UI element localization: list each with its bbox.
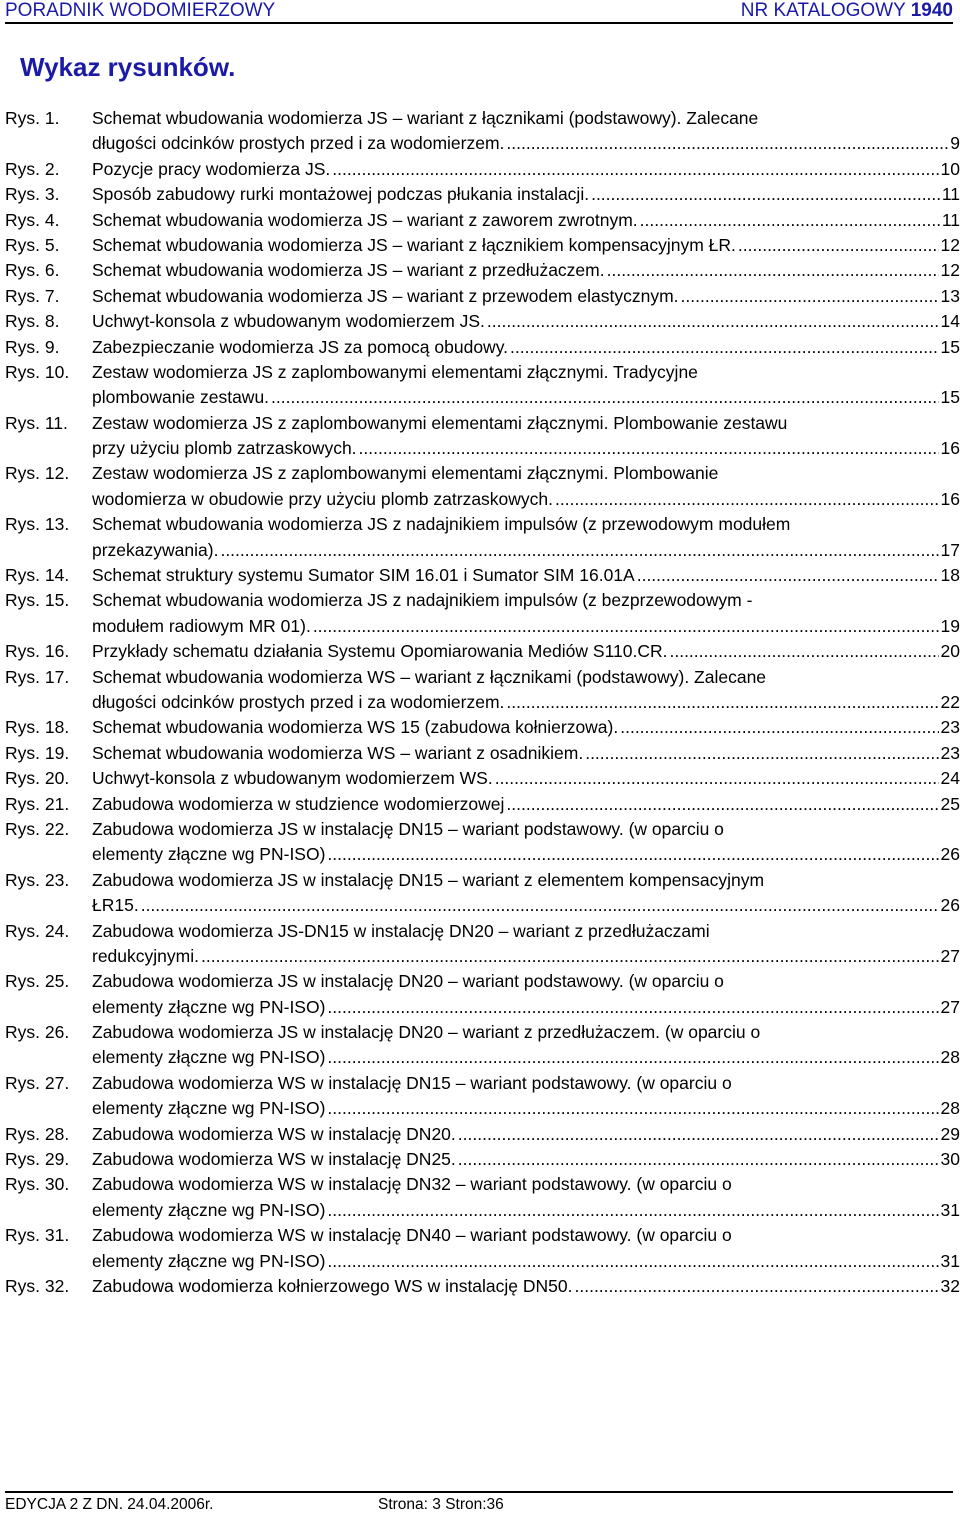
toc-dot-leader (458, 1122, 939, 1147)
toc-entry-label: Rys. 3. (5, 184, 60, 205)
toc-dot-leader (506, 690, 938, 715)
toc-entry[interactable] (5, 461, 960, 512)
toc-entry-text: Zabudowa wodomierza WS w instalację DN20. (92, 1123, 456, 1144)
toc-entry-line (5, 792, 960, 817)
toc-entry-text: Zabudowa wodomierza WS w instalację DN15 – wariant podstawowy. (w oparciu o (92, 1072, 732, 1093)
toc-dot-leader (591, 182, 940, 207)
toc-entry[interactable] (5, 335, 960, 360)
toc-entry-line (5, 893, 960, 918)
toc-dot-leader (359, 436, 939, 461)
toc-entry-label: Rys. 18. (5, 717, 70, 738)
toc-entry-text: wodomierza w obudowie przy użyciu plomb zatrzaskowych. (92, 488, 554, 509)
toc-entry-page: 22 (940, 691, 960, 712)
toc-entry-text: Przykłady schematu działania Systemu Opomiarowania Mediów S110.CR. (92, 641, 668, 662)
toc-entry-line (5, 614, 960, 639)
toc-entry-page: 27 (940, 945, 960, 966)
toc-entry-page: 13 (940, 285, 960, 306)
toc-entry[interactable] (5, 182, 960, 207)
toc-entry-label: Rys. 13. (5, 514, 70, 535)
toc-entry-text: Zabudowa wodomierza JS-DN15 w instalację DN20 – wariant z przedłużaczami (92, 920, 710, 941)
toc-entry-page: 25 (940, 793, 960, 814)
toc-entry-text: Schemat wbudowania wodomierza JS z nadajnikiem impulsów (z przewodowym modułem (92, 514, 791, 535)
toc-entry-line (5, 665, 960, 690)
toc-entry-line (5, 411, 960, 436)
toc-entry-page: 16 (940, 488, 960, 509)
toc-entry-page: 12 (940, 260, 960, 281)
toc-entry-page: 16 (940, 438, 960, 459)
toc-entry-text: elementy złączne wg PN-ISO) (92, 1199, 326, 1220)
toc-entry-line (5, 538, 960, 563)
toc-entry[interactable] (5, 868, 960, 919)
toc-entry-label: Rys. 29. (5, 1149, 70, 1170)
toc-entry-text: Zabudowa wodomierza WS w instalację DN40 – wariant podstawowy. (w oparciu o (92, 1225, 732, 1246)
toc-entry-page: 10 (940, 158, 960, 179)
toc-entry-page: 11 (941, 184, 960, 205)
toc-entry[interactable] (5, 1172, 960, 1223)
toc-dot-leader (458, 1147, 939, 1172)
toc-entry-label: Rys. 4. (5, 209, 60, 230)
toc-dot-leader (220, 538, 938, 563)
toc-entry-line (5, 461, 960, 486)
toc-entry-text: przy użyciu plomb zatrzaskowych. (92, 438, 357, 459)
toc-entry-line (5, 715, 960, 740)
toc-entry-line (5, 385, 960, 410)
toc-entry-line (5, 182, 960, 207)
toc-entry-text: Zabudowa wodomierza JS w instalację DN20 – wariant z przedłużaczem. (w oparciu o (92, 1022, 761, 1043)
toc-entry[interactable] (5, 919, 960, 970)
toc-entry-line (5, 233, 960, 258)
toc-entry[interactable] (5, 411, 960, 462)
toc-dot-leader (271, 385, 938, 410)
footer-page-info: Strona: 3 Stron:36 (378, 1496, 504, 1513)
page-header (5, 0, 953, 24)
toc-entry-line (5, 944, 960, 969)
toc-dot-leader (681, 284, 939, 309)
toc-dot-leader (332, 157, 938, 182)
toc-entry-text: Schemat wbudowania wodomierza JS – wariant z łącznikiem kompensacyjnym ŁR. (92, 234, 736, 255)
toc-dot-leader (327, 1249, 938, 1274)
toc-entry-line (5, 360, 960, 385)
toc-entry-line (5, 309, 960, 334)
toc-entry-line (5, 639, 960, 664)
toc-entry-text: redukcyjnymi. (92, 945, 199, 966)
toc-entry-line (5, 157, 960, 182)
toc-entry-line (5, 995, 960, 1020)
toc-entry-text: plombowanie zestawu. (92, 387, 270, 408)
toc-entry-page: 14 (940, 311, 960, 332)
toc-entry[interactable] (5, 1122, 960, 1147)
toc-dot-leader (555, 487, 939, 512)
toc-entry-line (5, 1172, 960, 1197)
catalog-number: 1940 (910, 0, 953, 21)
toc-entry-line (5, 1096, 960, 1121)
page-title: Wykaz rysunków. (20, 52, 236, 82)
toc-entry[interactable] (5, 1274, 960, 1299)
toc-entry-page: 19 (940, 615, 960, 636)
toc-entry-text: Zabudowa wodomierza kołnierzowego WS w instalację DN50. (92, 1275, 573, 1296)
toc-entry-label: Rys. 9. (5, 336, 60, 357)
toc-entry-line (5, 817, 960, 842)
toc-entry-page: 31 (940, 1250, 960, 1271)
toc-dot-leader (620, 715, 938, 740)
toc-dot-leader (669, 639, 938, 664)
toc-entry-page: 32 (940, 1275, 960, 1296)
toc-entry[interactable] (5, 792, 960, 817)
toc-entry-text: Schemat wbudowania wodomierza WS – wariant z osadnikiem. (92, 742, 584, 763)
toc-entry-label: Rys. 7. (5, 285, 60, 306)
toc-entry-label: Rys. 27. (5, 1072, 70, 1093)
toc-entry-page: 18 (940, 565, 960, 586)
toc-dot-leader (327, 1198, 938, 1223)
toc-entry-line (5, 1071, 960, 1096)
toc-entry-text: Schemat wbudowania wodomierza JS – wariant z przewodem elastycznym. (92, 285, 679, 306)
toc-entry-text: elementy złączne wg PN-ISO) (92, 1250, 326, 1271)
toc-entry-text: przekazywania). (92, 539, 219, 560)
header-left-title: PORADNIK WODOMIERZOWY (5, 0, 276, 21)
toc-entry-line (5, 335, 960, 360)
toc-entry-label: Rys. 24. (5, 920, 70, 941)
toc-entry-line (5, 258, 960, 283)
toc-entry-page: 28 (940, 1098, 960, 1119)
toc-entry-label: Rys. 21. (5, 793, 70, 814)
toc-dot-leader (637, 563, 939, 588)
toc-entry-line (5, 842, 960, 867)
toc-entry-page: 15 (940, 387, 960, 408)
toc-entry-text: Zabudowa wodomierza WS w instalację DN32 – wariant podstawowy. (w oparciu o (92, 1174, 732, 1195)
toc-entry[interactable] (5, 233, 960, 258)
toc-dot-leader (506, 131, 948, 156)
toc-entry-text: Sposób zabudowy rurki montażowej podczas płukania instalacji. (92, 184, 590, 205)
toc-entry-page: 30 (940, 1149, 960, 1170)
toc-entry-line (5, 969, 960, 994)
toc-entry-text: Pozycje pracy wodomierza JS. (92, 158, 331, 179)
toc-entry-line (5, 106, 960, 131)
toc-entry-text: Schemat wbudowania wodomierza WS – wariant z łącznikami (podstawowy). Zalecane (92, 666, 767, 687)
header-catalog-number (741, 0, 953, 22)
toc-entry-text: Zabudowa wodomierza JS w instalację DN15 – wariant z elementem kompensacyjnym (92, 869, 765, 890)
toc-entry-line (5, 741, 960, 766)
toc-entry-line (5, 131, 960, 156)
toc-dot-leader (313, 614, 939, 639)
toc-entry-line (5, 563, 960, 588)
toc-entry-line (5, 284, 960, 309)
toc-entry-line (5, 436, 960, 461)
toc-entry-label: Rys. 30. (5, 1174, 70, 1195)
toc-entry-text: elementy złączne wg PN-ISO) (92, 1047, 326, 1068)
toc-entry-text: Schemat struktury systemu Sumator SIM 16.01 i Sumator SIM 16.01A (92, 565, 635, 586)
toc-entry-line (5, 208, 960, 233)
toc-entry-label: Rys. 8. (5, 311, 60, 332)
toc-dot-leader (487, 309, 939, 334)
toc-entry-text: Zestaw wodomierza JS z zaplombowanymi elementami złącznymi. Plombowanie (92, 463, 719, 484)
toc-entry-line (5, 1274, 960, 1299)
toc-entry-page: 28 (940, 1047, 960, 1068)
toc-entry[interactable] (5, 766, 960, 791)
toc-entry-label: Rys. 11. (5, 412, 68, 433)
toc-entry-text: Schemat wbudowania wodomierza JS – wariant z łącznikami (podstawowy). Zalecane (92, 108, 759, 128)
toc-dot-leader (738, 233, 939, 258)
toc-dot-leader (327, 1045, 938, 1070)
toc-entry-line (5, 1147, 960, 1172)
toc-entry-text: Uchwyt-konsola z wbudowanym wodomierzem JS. (92, 311, 485, 332)
toc-entry-label: Rys. 31. (5, 1225, 70, 1246)
toc-entry[interactable] (5, 1147, 960, 1172)
toc-entry-text: Schemat wbudowania wodomierza JS z nadajnikiem impulsów (z bezprzewodowym - (92, 590, 753, 611)
toc-entry[interactable] (5, 639, 960, 664)
toc-entry-label: Rys. 17. (5, 666, 70, 687)
toc-entry-label: Rys. 19. (5, 742, 70, 763)
toc-entry-line (5, 766, 960, 791)
toc-entry[interactable] (5, 360, 960, 411)
toc-entry[interactable] (5, 284, 960, 309)
toc-entry-line (5, 1020, 960, 1045)
toc-entry[interactable] (5, 157, 960, 182)
toc-entry-label: Rys. 12. (5, 463, 70, 484)
toc-entry[interactable] (5, 665, 960, 716)
toc-entry[interactable] (5, 208, 960, 233)
toc-entry[interactable] (5, 309, 960, 334)
toc-entry-line (5, 1198, 960, 1223)
toc-dot-leader (640, 208, 940, 233)
toc-entry-text: długości odcinków prostych przed i za wodomierzem. (92, 133, 505, 154)
toc-entry-text: Zabudowa wodomierza JS w instalację DN20 – wariant podstawowy. (w oparciu o (92, 971, 724, 992)
toc-entry[interactable] (5, 969, 960, 1020)
toc-entry-label: Rys. 25. (5, 971, 70, 992)
toc-dot-leader (327, 995, 938, 1020)
toc-entry-text: Zestaw wodomierza JS z zaplombowanymi elementami złącznymi. Plombowanie zestawu (92, 412, 788, 433)
toc-dot-leader (506, 792, 938, 817)
toc-dot-leader (607, 258, 939, 283)
toc-entry-line (5, 512, 960, 537)
toc-dot-leader (510, 335, 939, 360)
toc-entry[interactable] (5, 1071, 960, 1122)
toc-entry-label: Rys. 22. (5, 818, 70, 839)
toc-entry-text: Zabudowa wodomierza WS w instalację DN25. (92, 1149, 456, 1170)
toc-entry[interactable] (5, 563, 960, 588)
toc-entry-page: 31 (940, 1199, 960, 1220)
toc-entry-label: Rys. 28. (5, 1123, 70, 1144)
toc-dot-leader (495, 766, 939, 791)
catalog-prefix: NR KATALOGOWY (740, 0, 911, 21)
toc-entry-text: Schemat wbudowania wodomierza JS – wariant z przedłużaczem. (92, 260, 605, 281)
toc-entry-page: 23 (940, 717, 960, 738)
toc-entry[interactable] (5, 588, 960, 639)
toc-entry-page: 26 (940, 895, 960, 916)
toc-entry[interactable] (5, 715, 960, 740)
toc-dot-leader (141, 893, 939, 918)
toc-entry-page: 15 (940, 336, 960, 357)
toc-entry-label: Rys. 1. (5, 108, 60, 128)
toc-entry-text: Zabudowa wodomierza w studzience wodomierzowej (92, 793, 505, 814)
toc-dot-leader (327, 1096, 938, 1121)
toc-dot-leader (201, 944, 939, 969)
toc-entry-label: Rys. 32. (5, 1275, 70, 1296)
toc-entry[interactable] (5, 741, 960, 766)
toc-entry-text: elementy złączne wg PN-ISO) (92, 844, 326, 865)
toc-entry-page: 20 (940, 641, 960, 662)
toc-entry-line (5, 690, 960, 715)
toc-entry[interactable] (5, 512, 960, 563)
toc-entry-label: Rys. 5. (5, 234, 60, 255)
toc-entry-text: ŁR15. (92, 895, 139, 916)
toc-entry[interactable] (5, 106, 960, 157)
toc-entry-page: 24 (940, 768, 960, 789)
toc-entry-line (5, 588, 960, 613)
toc-entry-text: długości odcinków prostych przed i za wodomierzem. (92, 691, 505, 712)
toc-entry[interactable] (5, 258, 960, 283)
toc-entry-line (5, 1223, 960, 1248)
toc-dot-leader (327, 842, 938, 867)
toc-entry-page: 23 (940, 742, 960, 763)
toc-entry-label: Rys. 23. (5, 869, 70, 890)
toc-entry-text: Zabudowa wodomierza JS w instalację DN15 – wariant podstawowy. (w oparciu o (92, 818, 724, 839)
footer-edition: EDYCJA 2 Z DN. 24.04.2006r. (5, 1496, 214, 1513)
toc-entry-page: 11 (941, 209, 960, 230)
toc-entry-label: Rys. 14. (5, 565, 70, 586)
toc-entry-label: Rys. 2. (5, 158, 60, 179)
toc-entry-label: Rys. 6. (5, 260, 60, 281)
toc-entry-label: Rys. 10. (5, 361, 70, 382)
toc-entry-page: 29 (940, 1123, 960, 1144)
toc-entry-line (5, 868, 960, 893)
toc-entry[interactable] (5, 1223, 960, 1274)
toc-entry-label: Rys. 16. (5, 641, 70, 662)
toc-entry-label: Rys. 26. (5, 1022, 70, 1043)
toc-entry-text: Schemat wbudowania wodomierza WS 15 (zabudowa kołnierzowa). (92, 717, 619, 738)
figure-list (5, 106, 960, 1299)
toc-entry-text: elementy złączne wg PN-ISO) (92, 996, 326, 1017)
toc-dot-leader (585, 741, 938, 766)
toc-entry-text: Zestaw wodomierza JS z zaplombowanymi elementami złącznymi. Tradycyjne (92, 361, 698, 382)
toc-entry-label: Rys. 20. (5, 768, 70, 789)
toc-dot-leader (575, 1274, 939, 1299)
toc-entry-line (5, 487, 960, 512)
toc-entry[interactable] (5, 817, 960, 868)
toc-entry-text: Zabezpieczanie wodomierza JS za pomocą obudowy. (92, 336, 509, 357)
toc-entry-line (5, 1249, 960, 1274)
page-footer (5, 1491, 953, 1517)
toc-entry-text: Schemat wbudowania wodomierza JS – wariant z zaworem zwrotnym. (92, 209, 638, 230)
toc-entry-text: modułem radiowym MR 01). (92, 615, 311, 636)
toc-entry-label: Rys. 15. (5, 590, 70, 611)
toc-entry-text: Uchwyt-konsola z wbudowanym wodomierzem WS. (92, 768, 493, 789)
toc-entry-page: 17 (940, 539, 960, 560)
toc-entry[interactable] (5, 1020, 960, 1071)
toc-entry-page: 26 (940, 844, 960, 865)
toc-entry-page: 27 (940, 996, 960, 1017)
toc-entry-line (5, 919, 960, 944)
toc-entry-page: 9 (950, 133, 960, 154)
toc-entry-line (5, 1045, 960, 1070)
toc-entry-page: 12 (940, 234, 960, 255)
toc-entry-text: elementy złączne wg PN-ISO) (92, 1098, 326, 1119)
toc-entry-line (5, 1122, 960, 1147)
